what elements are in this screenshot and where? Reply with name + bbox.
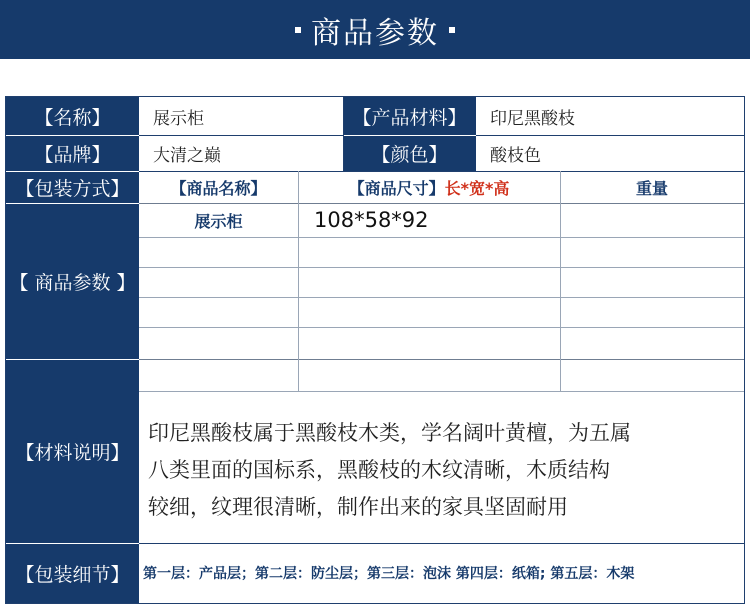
color-value: 酸枝色 — [476, 135, 744, 171]
color-label: 【颜色】 — [343, 135, 476, 171]
brand-value: 大清之巅 — [139, 135, 343, 171]
col-header-name: 【商品名称】 — [139, 171, 298, 203]
name-value: 展示柜 — [139, 97, 343, 135]
desc-label: 【材料说明】 — [6, 359, 139, 543]
pack-detail-value: 第一层：产品层；第二层：防尘层；第三层：泡沫 第四层：纸箱; 第五层：木架 — [143, 566, 635, 582]
bullet-icon — [449, 27, 455, 33]
material-label: 【产品材料】 — [343, 97, 476, 135]
description-line: 印尼黑酸枝属于黑酸枝木类，学名阔叶黄檀，为五属 — [148, 421, 631, 445]
grid-line — [139, 359, 744, 360]
header-banner — [0, 0, 750, 59]
table-row-weight — [560, 203, 744, 237]
params-label: 【 商品参数 】 — [6, 203, 139, 359]
grid-line — [139, 297, 744, 298]
col-header-size — [298, 171, 560, 203]
description-line: 八类里面的国标系，黑酸枝的木纹清晰，木质结构 — [148, 458, 610, 482]
packaging-label: 【包装方式】 — [6, 171, 139, 203]
material-value: 印尼黑酸枝 — [476, 97, 744, 135]
page-title: 商品参数 — [311, 15, 439, 51]
table-row-name: 展示柜 — [194, 211, 243, 231]
brand-label: 【品牌】 — [6, 135, 139, 171]
bullet-icon — [295, 27, 301, 33]
pack-label: 【包装细节】 — [6, 543, 139, 603]
grid-line — [298, 171, 299, 391]
table-row-size: 108*58*92 — [314, 208, 429, 232]
grid-line — [343, 97, 344, 171]
grid-line — [139, 203, 744, 204]
col-header-size-dims: 长*宽*高 — [444, 179, 510, 198]
description-line: 较细，纹理很清晰，制作出来的家具坚固耐用 — [148, 495, 568, 519]
col-header-size-label: 【商品尺寸】 — [348, 179, 445, 198]
col-header-weight: 重量 — [560, 171, 744, 203]
material-description — [148, 415, 631, 526]
grid-line — [139, 267, 744, 268]
grid-line — [139, 327, 744, 328]
grid-line — [139, 237, 744, 238]
name-label: 【名称】 — [6, 97, 139, 135]
grid-line — [560, 171, 561, 391]
grid-line — [139, 391, 744, 392]
parameter-table — [5, 96, 745, 604]
